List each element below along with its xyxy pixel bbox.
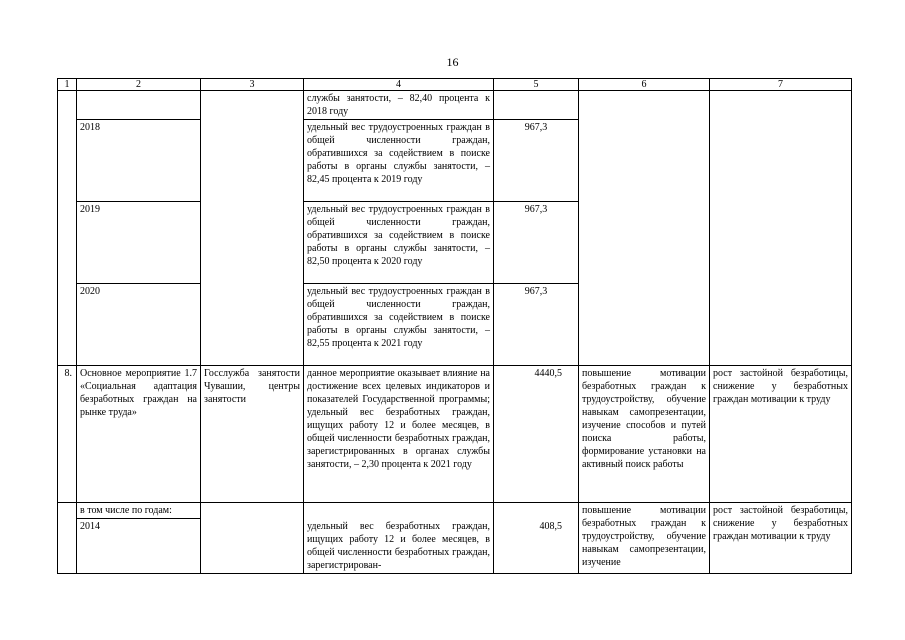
funding-cell: 967,3 [494, 202, 579, 284]
subtotal-label: в том числе по годам: [77, 503, 201, 519]
col-header-5: 5 [494, 79, 579, 91]
col-header-6: 6 [579, 79, 710, 91]
funding-cell: 967,3 [494, 284, 579, 366]
program-table [57, 78, 852, 574]
indicator-cell: удельный вес безработных граждан, ищущих работу 12 и более месяцев, в общей численности безработных граждан, зарегистрирован- [304, 519, 494, 574]
executor-cell: Госслужба занятости Чувашии, центры занятости [201, 366, 304, 503]
indicator-cell: данное мероприятие оказывает влияние на достижение всех целевых индикаторов и показателей Государственной программы; удельный вес безработных граждан, ищущих работу 12 и более месяцев, в общей численности безработных граждан, зарегистрированных в органах службы занятости, – 2,30 процента к 2021 году [304, 366, 494, 503]
table-row [58, 503, 852, 519]
col-header-2: 2 [77, 79, 201, 91]
funding-cell: 408,5 [494, 519, 579, 574]
indicator-cell: удельный вес трудоустроенных граждан в общей численности граждан, обратившихся за содействием в поиске работы в органы службы занятости, – 82,45 процента к 2019 году [304, 120, 494, 202]
risk-cell: рост застойной безработицы, снижение у безработных граждан мотивации к труду [710, 366, 852, 503]
executor-cell-merged [201, 91, 304, 366]
col-header-1: 1 [58, 79, 77, 91]
year-cell: 2019 [77, 202, 201, 284]
funding-cell: 4440,5 [494, 366, 579, 503]
funding-cell: 967,3 [494, 120, 579, 202]
page-number: 16 [446, 55, 459, 69]
result-cell: повышение мотивации безработных граждан к трудоустройству, обучение навыкам самопрезентации, изучение способов и путей поиска работы, формирование установки на активный поиск работы [579, 366, 710, 503]
year-cell: 2020 [77, 284, 201, 366]
table-row [58, 366, 852, 503]
indicator-cell: службы занятости, – 82,40 процента к 2018 году [304, 91, 494, 120]
table-row [58, 91, 852, 120]
col-header-3: 3 [201, 79, 304, 91]
activity-name: Основное мероприятие 1.7 «Социальная адаптация безработных граждан на рынке труда» [77, 366, 201, 503]
risk-cell-merged [710, 91, 852, 366]
year-cell: 2014 [77, 519, 201, 574]
result-cell: повышение мотивации безработных граждан к трудоустройству, обучение навыкам самопрезентации, изучение [579, 503, 710, 574]
column-number-row [58, 79, 852, 91]
result-cell-merged [579, 91, 710, 366]
col-header-7: 7 [710, 79, 852, 91]
risk-cell: рост застойной безработицы, снижение у безработных граждан мотивации к труду [710, 503, 852, 574]
year-cell: 2018 [77, 120, 201, 202]
indicator-cell: удельный вес трудоустроенных граждан в общей численности граждан, обратившихся за содействием в поиске работы в органы службы занятости, – 82,55 процента к 2021 году [304, 284, 494, 366]
item-number: 8. [58, 366, 77, 503]
indicator-cell: удельный вес трудоустроенных граждан в общей численности граждан, обратившихся за содействием в поиске работы в органы службы занятости, – 82,50 процента к 2020 году [304, 202, 494, 284]
col-header-4: 4 [304, 79, 494, 91]
